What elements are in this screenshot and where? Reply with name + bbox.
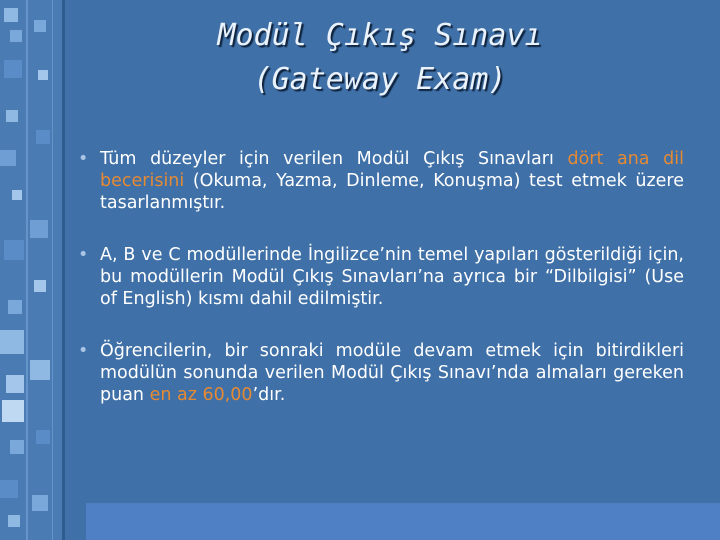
bullet-text: Tüm düzeyler için verilen Modül Çıkış Sınavları bbox=[100, 149, 568, 169]
decor-vertical-line bbox=[62, 0, 65, 540]
decor-square bbox=[38, 70, 48, 80]
decor-square bbox=[6, 375, 24, 393]
decor-square bbox=[0, 150, 16, 166]
decor-square bbox=[32, 495, 48, 511]
bullet-highlight: en az 60,00 bbox=[149, 385, 253, 405]
bullet-text: A, B ve C modüllerinde İngilizce’nin temel yapıları gösterildiği için, bu modüllerin Modül Çıkış Sınavları’na ayrıca bir “Dilbilgisi” (Use of English) kısmı dahil edilmiştir. bbox=[100, 245, 684, 309]
decor-square bbox=[36, 430, 50, 444]
decor-square bbox=[30, 360, 50, 380]
decor-square bbox=[2, 400, 24, 422]
decor-square bbox=[36, 130, 50, 144]
bullet-dot-icon: • bbox=[78, 245, 89, 265]
title-line-2: (Gateway Exam) bbox=[253, 62, 507, 97]
decor-square bbox=[8, 515, 20, 527]
bullet-highlight: dört ana dil becerisini bbox=[100, 149, 685, 191]
bullet-dot-icon: • bbox=[78, 149, 89, 169]
bullet-text: ’dır. bbox=[252, 385, 286, 405]
bullet-dot-icon: • bbox=[78, 341, 89, 361]
decor-square bbox=[34, 280, 46, 292]
decor-square bbox=[8, 300, 22, 314]
bullet-list bbox=[78, 148, 684, 436]
decor-square bbox=[0, 330, 24, 354]
decor-square bbox=[6, 110, 18, 122]
title-line-1: Modül Çıkış Sınavı bbox=[217, 18, 543, 53]
bullet-text: (Okuma, Yazma, Dinleme, Konuşma) test etmek üzere tasarlanmıştır. bbox=[100, 171, 684, 213]
decor-square bbox=[34, 20, 46, 32]
bullet-item bbox=[78, 340, 684, 406]
decor-vertical-line bbox=[52, 0, 53, 540]
decor-square bbox=[12, 190, 22, 200]
slide-title bbox=[70, 14, 690, 102]
decor-square bbox=[10, 30, 22, 42]
decor-square bbox=[0, 480, 18, 498]
decor-square bbox=[4, 60, 22, 78]
decor-square bbox=[4, 240, 24, 260]
decor-square bbox=[10, 440, 24, 454]
decor-square bbox=[4, 8, 18, 22]
bullet-item bbox=[78, 244, 684, 310]
bullet-item bbox=[78, 148, 684, 214]
decor-vertical-line bbox=[26, 0, 28, 540]
decor-square bbox=[30, 220, 48, 238]
bullet-text: Öğrencilerin, bir sonraki modüle devam etmek için bitirdikleri modülün sonunda verilen Modül Çıkış Sınavı’nda almaları gereken puan bbox=[100, 341, 684, 405]
bottom-bar bbox=[86, 503, 720, 540]
